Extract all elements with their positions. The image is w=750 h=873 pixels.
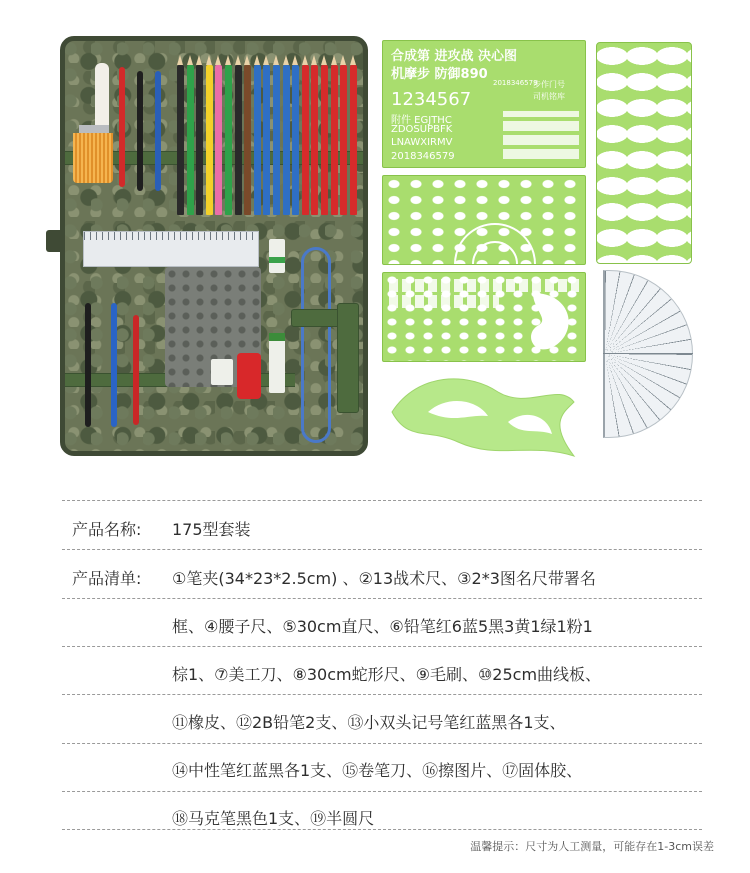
eraser — [269, 239, 285, 273]
colored-pencil — [196, 65, 203, 215]
brush-handle — [95, 63, 109, 133]
stencil-line: 2018346579 — [391, 151, 455, 162]
row-divider — [62, 598, 702, 599]
colored-pencil — [302, 65, 309, 215]
marker-pen — [137, 71, 143, 191]
product-list-line: 框、④腰子尺、⑤30cm直尺、⑥铅笔红6蓝5黑3黄1绿1粉1 — [172, 617, 593, 636]
product-list-line: ①笔夹(34*23*2.5cm) 、②13战术尺、③2*3图名尺带署名 — [172, 569, 596, 588]
semicircle-protractor — [603, 270, 693, 438]
product-list-line: ⑭中性笔红蓝黑各1支、⑮卷笔刀、⑯擦图片、⑰固体胶、 — [172, 761, 583, 780]
colored-pencil — [206, 65, 213, 215]
shape-stencil — [382, 272, 586, 362]
kidney-cutout — [383, 273, 586, 362]
colored-pencil — [177, 65, 184, 215]
colored-pencil — [273, 65, 280, 215]
stencil-line: 机摩步 防御890 — [391, 67, 488, 82]
glue-stick-cap — [269, 333, 285, 341]
protractor-baseline — [603, 353, 693, 354]
eraser-band — [269, 257, 285, 263]
product-list-line: ⑪橡皮、⑫2B铅笔2支、⑬小双头记号笔红蓝黑各1支、 — [172, 713, 566, 732]
colored-pencil — [283, 65, 290, 215]
colored-pencil — [244, 65, 251, 215]
protractor-cutout — [383, 176, 586, 265]
row-divider — [62, 791, 702, 792]
stencil-line: 步作门号 — [533, 80, 565, 89]
product-list-label: 产品清单: — [72, 569, 142, 588]
strap — [337, 303, 359, 413]
colored-pencil — [350, 65, 357, 215]
stencil-line: 附件 EGJTHC — [391, 115, 452, 126]
colored-pencil — [263, 65, 270, 215]
product-name-label: 产品名称: — [72, 520, 142, 539]
kidney-ruler — [596, 42, 692, 264]
stencil-line: ZDOSUPBFK — [391, 124, 453, 135]
marker-pen — [155, 71, 161, 191]
measurement-note: 温馨提示：尺寸为人工测量，可能存在1-3cm误差 — [470, 840, 714, 853]
symbol-stencil — [382, 175, 586, 265]
utility-knife — [119, 67, 125, 187]
colored-pencil — [340, 65, 347, 215]
colored-pencil — [331, 65, 338, 215]
straight-ruler-30cm — [83, 231, 259, 267]
stencil-line: 2018346579 — [493, 79, 538, 87]
colored-pencil — [225, 65, 232, 215]
product-name-value: 175型套装 — [172, 520, 251, 539]
gel-pen-black — [85, 303, 91, 427]
flexible-curve-ruler — [301, 247, 331, 443]
gel-pen-blue — [111, 303, 117, 427]
colored-pencil — [235, 65, 242, 215]
stencil-line: 合成第 进攻战 决心图 — [391, 49, 518, 64]
tactical-stencil — [382, 40, 586, 168]
row-divider — [62, 549, 702, 550]
colored-pencil — [321, 65, 328, 215]
pencil-case — [60, 36, 368, 456]
french-curve — [388, 372, 578, 460]
stencil-cutouts — [503, 111, 579, 159]
product-list-line: ⑱马克笔黑色1支、⑲半圆尺 — [172, 809, 375, 828]
stencil-line: 司机铭库 — [533, 92, 565, 101]
colored-pencil — [311, 65, 318, 215]
gel-pen-red — [133, 315, 139, 425]
stencil-digits: 1234567 — [391, 89, 472, 110]
row-divider — [62, 500, 702, 501]
strap — [291, 309, 343, 327]
colored-pencil — [215, 65, 222, 215]
colored-pencil — [292, 65, 299, 215]
product-list-line: 棕1、⑦美工刀、⑧30cm蛇形尺、⑨毛刷、⑩25cm曲线板、 — [172, 665, 602, 684]
colored-pencil — [187, 65, 194, 215]
row-divider — [62, 743, 702, 744]
row-divider — [62, 829, 702, 830]
pencil-sharpener — [237, 353, 261, 399]
brush-icon — [73, 133, 113, 183]
stencil-line: LNAWXIRMV — [391, 137, 453, 148]
colored-pencil — [254, 65, 261, 215]
eraser-white — [211, 359, 233, 385]
row-divider — [62, 694, 702, 695]
glue-stick — [269, 333, 285, 393]
row-divider — [62, 646, 702, 647]
